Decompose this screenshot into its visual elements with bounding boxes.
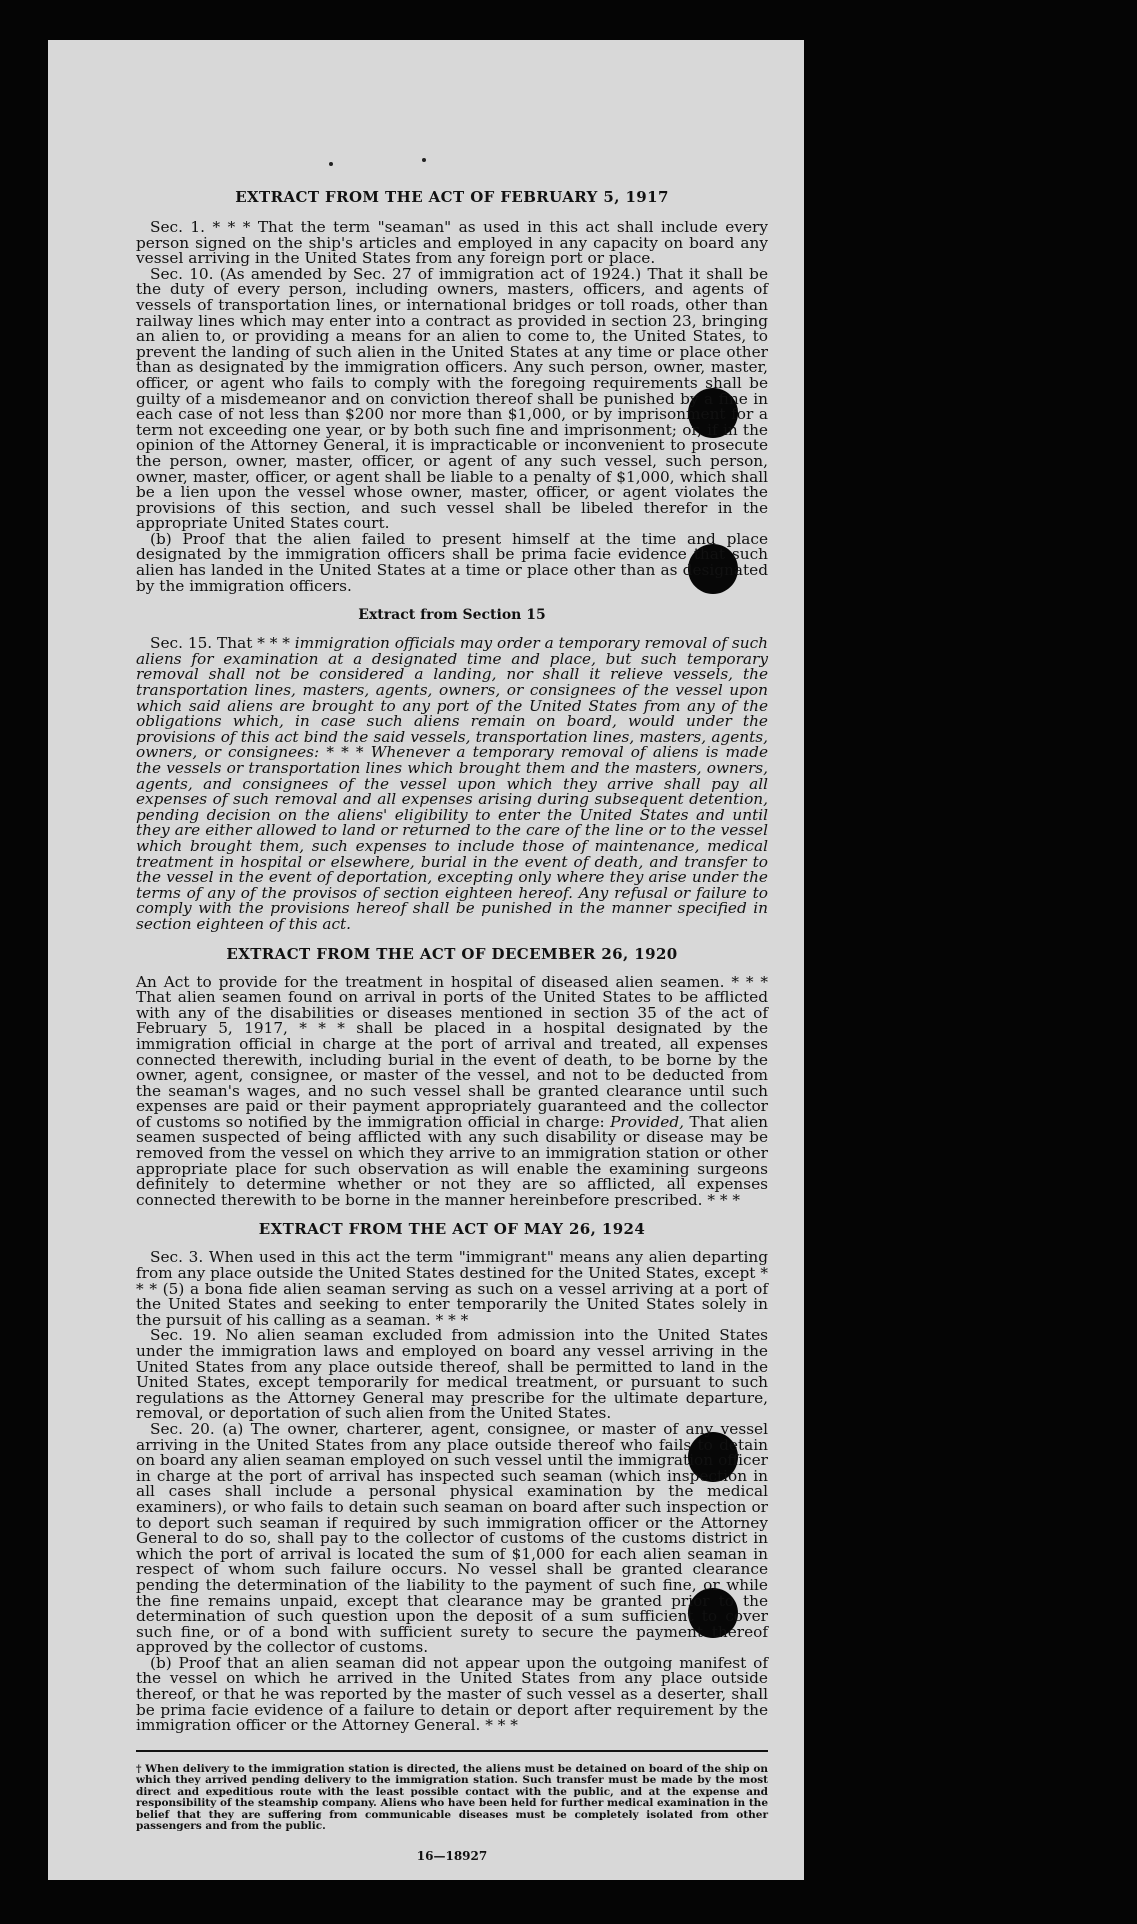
- section-subheading: Extract from Section 15: [358, 607, 546, 624]
- document-page: [48, 40, 804, 1880]
- italic-text: immigration officials may order a temporary removal of such aliens for examination at a designated time and place, but such temporary removal shall not be considered a landing, nor shall it relieve vessels, the transportation lines, masters, agents, owners, or consignees of the vessel upon which said aliens are brought to any port of the United States from any of the obligations which, in case such aliens remain on board, would under the provisions of this act bind the said vessels, transportation lines, masters, agents, owners, or consignees: * * * Whenever a temporary removal of aliens is made the vessels or transportation lines which brought them and the masters, owners, agents, and consignees of the vessel upon which they arrive shall pay all expenses of such removal and all expenses arising during subsequent detention, pending decision on the aliens' eligibility to enter the United States and until they are either allowed to land or returned to the care of the line or to the vessel which brought them, such expenses to include those of maintenance, medical treatment in hospital or elsewhere, burial in the event of death, and transfer to the vessel in the event of deportation, excepting only where they arise under the terms of any of the provisos of section eighteen hereof. Any refusal or failure to comply with the provisions hereof shall be punished in the manner specified in section eighteen of this act.: [136, 634, 769, 933]
- section-15-extract: [136, 606, 768, 932]
- footnote-divider: [136, 1750, 768, 1752]
- paragraph: Sec. 3. When used in this act the term "immigrant" means any alien departing from any place outside the United States destined for the United States, except * * * (5) a bona fide alien seaman serving as such on a vessel arriving at a port of the United States and seeking to enter temporarily the United States solely in the pursuit of his calling as a seaman. * * *: [136, 1248, 768, 1329]
- provided-text: Provided,: [610, 1112, 684, 1131]
- paragraph: [136, 972, 768, 1209]
- paragraph: Sec. 10. (As amended by Sec. 27 of immigration act of 1924.) That it shall be the duty of every person, including owners, masters, officers, and agents of vessels of transportation lines, or international bridges or toll roads, other than railway lines which may enter into a contract as provided in section 23, bringing an alien to, or providing a means for an alien to come to, the United States, to prevent the landing of such alien in the United States at any time or place other than as designated by the immigration officers. Any such person, owner, master, officer, or agent who fails to comply with the foregoing requirements shall be guilty of a misdemeanor and on conviction thereof shall be punished by a fine in each case of not less than $200 nor more than $1,000, or by imprisonment for a term not exceeding one year, or by both such fine and imprisonment; or, if in the opinion of the Attorney General, it is impracticable or inconvenient to prosecute the person, owner, master, officer, or agent of any such vessel, such person, owner, master, officer, or agent shall be liable to a penalty of $1,000, which shall be a lien upon the vessel whose owner, master, officer, or agent violates the provisions of this section, and such vessel shall be libeled therefor in the appropriate United States court.: [136, 264, 768, 533]
- speck: [329, 162, 333, 166]
- footnote: † When delivery to the immigration station is directed, the aliens must be detained on board of the ship on which they arrived pending delivery to the immigration station. Such transfer must be made by the most direct and expeditious route with the least possible contact with the public, and at the expense and responsibility of the steamship company. Aliens who have been held for further medical examination in the belief that they are suffering from communicable diseases must be completely isolated from other passengers and from the public.: [136, 1762, 768, 1833]
- section-heading: EXTRACT FROM THE ACT OF DECEMBER 26, 1920: [226, 944, 678, 963]
- section-1920: [136, 945, 768, 1209]
- paragraph: Sec. 1. * * * That the term "seaman" as used in this act shall include every person signed on the ship's articles and employed in any capacity on board any vessel arriving in the United States from any foreign port or place.: [136, 218, 768, 268]
- text-run: That alien seamen suspected of being afflicted with any such disability or disease may be removed from the vessel on which they arrive to an immigration station or other appropriate place for such observation as will enable the examining surgeons definitely to determine whether or not they are so afflicted, all expenses connected therewith to be borne in the manner hereinbefore prescribed. * * *: [136, 1112, 768, 1209]
- document-body: [136, 188, 768, 1863]
- page-number: 16—18927: [416, 1848, 488, 1863]
- paragraph: Sec. 19. No alien seaman excluded from admission into the United States under the immigration laws and employed on board any vessel arriving in the United States from any place outside thereof, shall be permitted to land in the United States, except temporarily for medical treatment, or pursuant to such regulations as the Attorney General may prescribe for the ultimate departure, removal, or deportation of such alien from the United States.: [136, 1326, 768, 1423]
- paragraph: Sec. 20. (a) The owner, charterer, agent, consignee, or master of any vessel arriving in the United States from any place outside thereof who fails to detain on board any alien seaman employed on such vessel until the immigration officer in charge at the port of arrival has inspected such seaman (which inspection in all cases shall include a personal physical examination by the medical examiners), or who fails to detain such seaman on board after such inspection or to deport such seaman if required by such immigration officer or the Attorney General to do so, shall pay to the collector of customs of the customs district in which the port of arrival is located the sum of $1,000 for each alien seaman in respect of whom such failure occurs. No vessel shall be granted clearance pending the determination of the liability to the payment of such fine, or while the fine remains unpaid, except that clearance may be granted prior to the determination of such question upon the deposit of a sum sufficient to cover such fine, or of a bond with sufficient surety to secure the payment thereof approved by the collector of customs.: [136, 1419, 768, 1657]
- paragraph: [136, 636, 768, 932]
- paragraph: (b) Proof that the alien failed to present himself at the time and place designated by the immigration officers shall be prima facie evidence that such alien has landed in the United States at a time or place other than as designated by the immigration officers.: [136, 529, 768, 595]
- section-heading: EXTRACT FROM THE ACT OF MAY 26, 1924: [258, 1220, 646, 1239]
- paragraph: (b) Proof that an alien seaman did not appear upon the outgoing manifest of the vessel on which he arrived in the United States from any place outside thereof, or that he was reported by the master of such vessel as a deserter, shall be prima facie evidence of a failure to detain or deport after requirement by the immigration officer or the Attorney General. * * *: [136, 1653, 768, 1735]
- speck: [422, 158, 426, 162]
- text-run: An Act to provide for the treatment in hospital of diseased alien seamen. * * * That alien seamen found on arrival in ports of the United States to be afflicted with any of the disabilities or diseases mentioned in section 35 of the act of February 5, 1917, * * * shall be placed in a hospital designated by the immigration official in charge at the port of arrival and treated, all expenses connected therewith, including burial in the event of death, to be borne by the owner, agent, consignee, or master of the vessel, and not to be deducted from the seaman's wages, and no such vessel shall be granted clearance until such expenses are paid or their payment appropriately guaranteed and the collector of customs so notified by the immigration official in charge:: [136, 972, 768, 1131]
- section-1917: [136, 188, 768, 594]
- section-heading: EXTRACT FROM THE ACT OF FEBRUARY 5, 1917: [235, 188, 669, 206]
- lead-text: Sec. 15. That * * *: [150, 634, 295, 653]
- section-1924: [136, 1220, 768, 1733]
